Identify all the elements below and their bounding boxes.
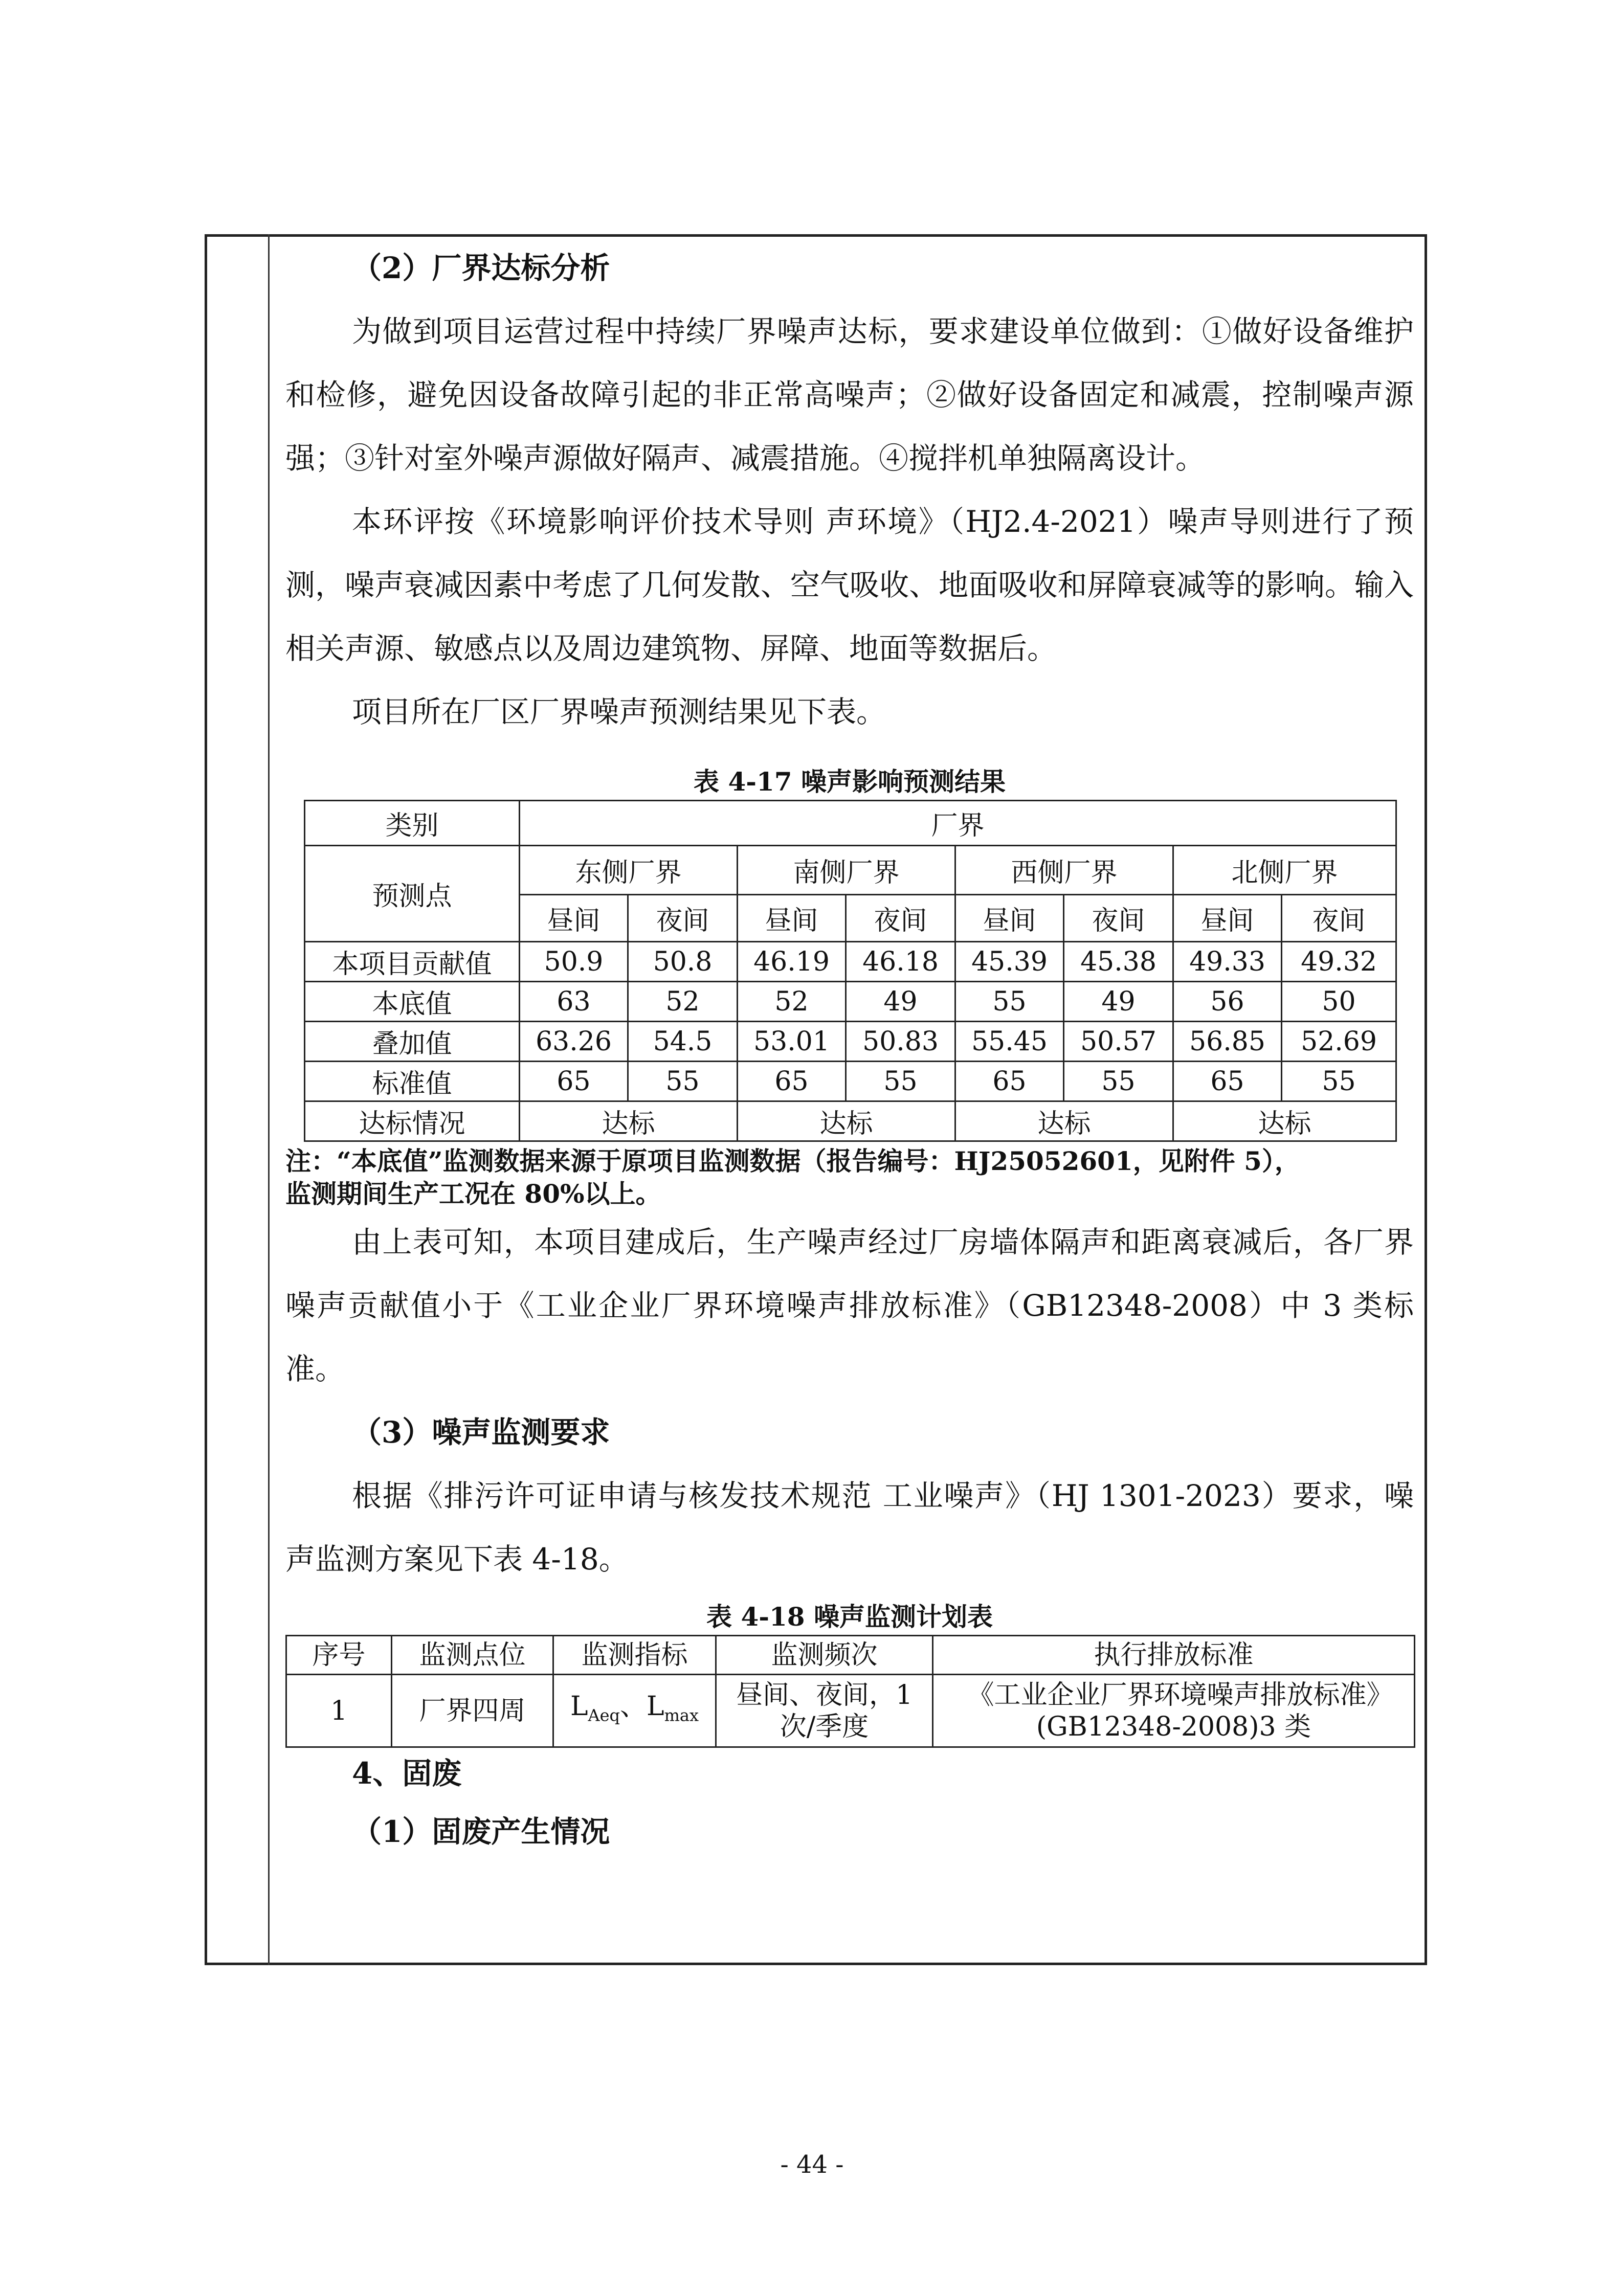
table-cell: 65 (1173, 1062, 1282, 1101)
table-cell: 52.69 (1282, 1022, 1396, 1062)
status-cell: 达标 (520, 1101, 738, 1141)
indicator-separator: 、 (620, 1691, 647, 1722)
table-note-line-1: 注：“本底值”监测数据来源于原项目监测数据（报告编号：HJ25052601，见附件 5）， (285, 1146, 1300, 1176)
table-4-18-caption: 表 4-18 噪声监测计划表 (706, 1602, 993, 1632)
row-label: 达标情况 (305, 1101, 520, 1141)
section-3-heading: （3）噪声监测要求 (352, 1415, 610, 1450)
table-cell: 56 (1173, 982, 1282, 1022)
table-cell: 50.83 (846, 1022, 955, 1062)
header-location: 监测点位 (392, 1636, 553, 1675)
header-day: 昼间 (1173, 895, 1282, 942)
indicator-l-symbol: L (647, 1691, 664, 1722)
table-cell: 53.01 (738, 1022, 846, 1062)
table-cell: 46.19 (738, 942, 846, 982)
header-category: 类别 (305, 801, 520, 846)
status-cell: 达标 (738, 1101, 955, 1141)
noise-prediction-table (304, 800, 1397, 1142)
status-cell: 达标 (1173, 1101, 1396, 1141)
table-row (305, 1062, 1396, 1101)
indicator-max-subscript: max (664, 1705, 699, 1725)
table-row (305, 1101, 1396, 1141)
table-cell: 63.26 (520, 1022, 628, 1062)
header-boundary: 厂界 (520, 801, 1396, 846)
header-south-boundary: 南侧厂界 (738, 846, 955, 895)
indicator-aeq-subscript: Aeq (588, 1705, 620, 1725)
section-4-heading: 4、固废 (352, 1756, 462, 1791)
table-row (305, 1022, 1396, 1062)
row-label: 本项目贡献值 (305, 942, 520, 982)
table-note-line-2: 监测期间生产工况在 80%以上。 (285, 1179, 661, 1209)
frame-column-divider (268, 234, 270, 1965)
conclusion-paragraph: 由上表可知，本项目建成后，生产噪声经过厂房墙体隔声和距离衰减后，各厂界噪声贡献值小于《工业企业厂界环境噪声排放标准》（GB12348-2008）中 3 类标准。 (285, 1225, 1414, 1386)
header-no: 序号 (286, 1636, 392, 1675)
header-east-boundary: 东侧厂界 (520, 846, 738, 895)
section-2-paragraph-2: 本环评按《环境影响评价技术导则 声环境》（HJ2.4-2021）噪声导则进行了预测，噪声衰减因素中考虑了几何发散、空气吸收、地面吸收和屏障衰减等的影响。输入相关声源、敏感点以及周边建筑物、屏障、地面等数据后。 (285, 504, 1414, 666)
table-row (305, 942, 1396, 982)
table-cell: 55 (1064, 1062, 1173, 1101)
row-label: 标准值 (305, 1062, 520, 1101)
content-area (285, 236, 1414, 1863)
row-label: 本底值 (305, 982, 520, 1022)
table-cell: 65 (955, 1062, 1064, 1101)
table-cell: 50.9 (520, 942, 628, 982)
section-2-paragraph-3: 项目所在厂区厂界噪声预测结果见下表。 (352, 694, 886, 729)
table-cell: 55 (1282, 1062, 1396, 1101)
header-day: 昼间 (738, 895, 846, 942)
section-3-paragraph: 根据《排污许可证申请与核发技术规范 工业噪声》（HJ 1301-2023）要求，噪声监测方案见下表 4-18。 (285, 1478, 1414, 1577)
table-cell: 50.57 (1064, 1022, 1173, 1062)
table-row (305, 982, 1396, 1022)
table-cell: 63 (520, 982, 628, 1022)
table-cell: 52 (628, 982, 738, 1022)
table-cell: 49 (846, 982, 955, 1022)
table-cell: 50.8 (628, 942, 738, 982)
section-2-paragraph-1: 为做到项目运营过程中持续厂界噪声达标，要求建设单位做到：①做好设备维护和检修，避免因设备故障引起的非正常高噪声；②做好设备固定和减震，控制噪声源强；③针对室外噪声源做好隔声、减震措施。④搅拌机单独隔离设计。 (285, 314, 1414, 476)
row-frequency: 昼间、夜间，1次/季度 (716, 1675, 933, 1747)
section-4-1-heading: （1）固废产生情况 (352, 1814, 610, 1849)
table-cell: 49 (1064, 982, 1173, 1022)
row-no: 1 (286, 1675, 392, 1747)
table-cell: 55 (846, 1062, 955, 1101)
table-cell: 49.33 (1173, 942, 1282, 982)
header-frequency: 监测频次 (716, 1636, 933, 1675)
header-night: 夜间 (1064, 895, 1173, 942)
table-cell: 52 (738, 982, 846, 1022)
table-cell: 50 (1282, 982, 1396, 1022)
table-4-17-caption: 表 4-17 噪声影响预测结果 (694, 767, 1006, 797)
header-standard: 执行排放标准 (933, 1636, 1415, 1675)
table-cell: 55.45 (955, 1022, 1064, 1062)
table-cell: 45.38 (1064, 942, 1173, 982)
table-cell: 49.32 (1282, 942, 1396, 982)
table-cell: 55 (955, 982, 1064, 1022)
header-night: 夜间 (628, 895, 738, 942)
table-cell: 65 (738, 1062, 846, 1101)
header-prediction-point: 预测点 (305, 846, 520, 942)
indicator-l-symbol: L (570, 1691, 588, 1722)
table-cell: 56.85 (1173, 1022, 1282, 1062)
table-row (286, 1675, 1415, 1747)
header-day: 昼间 (520, 895, 628, 942)
header-north-boundary: 北侧厂界 (1173, 846, 1396, 895)
header-night: 夜间 (846, 895, 955, 942)
header-indicator: 监测指标 (553, 1636, 716, 1675)
header-west-boundary: 西侧厂界 (955, 846, 1173, 895)
header-night: 夜间 (1282, 895, 1396, 942)
row-indicator (553, 1675, 716, 1747)
row-label: 叠加值 (305, 1022, 520, 1062)
table-cell: 55 (628, 1062, 738, 1101)
table-cell: 65 (520, 1062, 628, 1101)
page-number: - 44 - (780, 2150, 844, 2179)
section-2-heading: （2）厂界达标分析 (352, 251, 610, 285)
status-cell: 达标 (955, 1101, 1173, 1141)
row-location: 厂界四周 (392, 1675, 553, 1747)
noise-monitoring-plan-table (285, 1635, 1415, 1748)
header-day: 昼间 (955, 895, 1064, 942)
table-cell: 46.18 (846, 942, 955, 982)
row-standard: 《工业企业厂界环境噪声排放标准》(GB12348-2008)3 类 (933, 1675, 1415, 1747)
table-cell: 45.39 (955, 942, 1064, 982)
table-cell: 54.5 (628, 1022, 738, 1062)
